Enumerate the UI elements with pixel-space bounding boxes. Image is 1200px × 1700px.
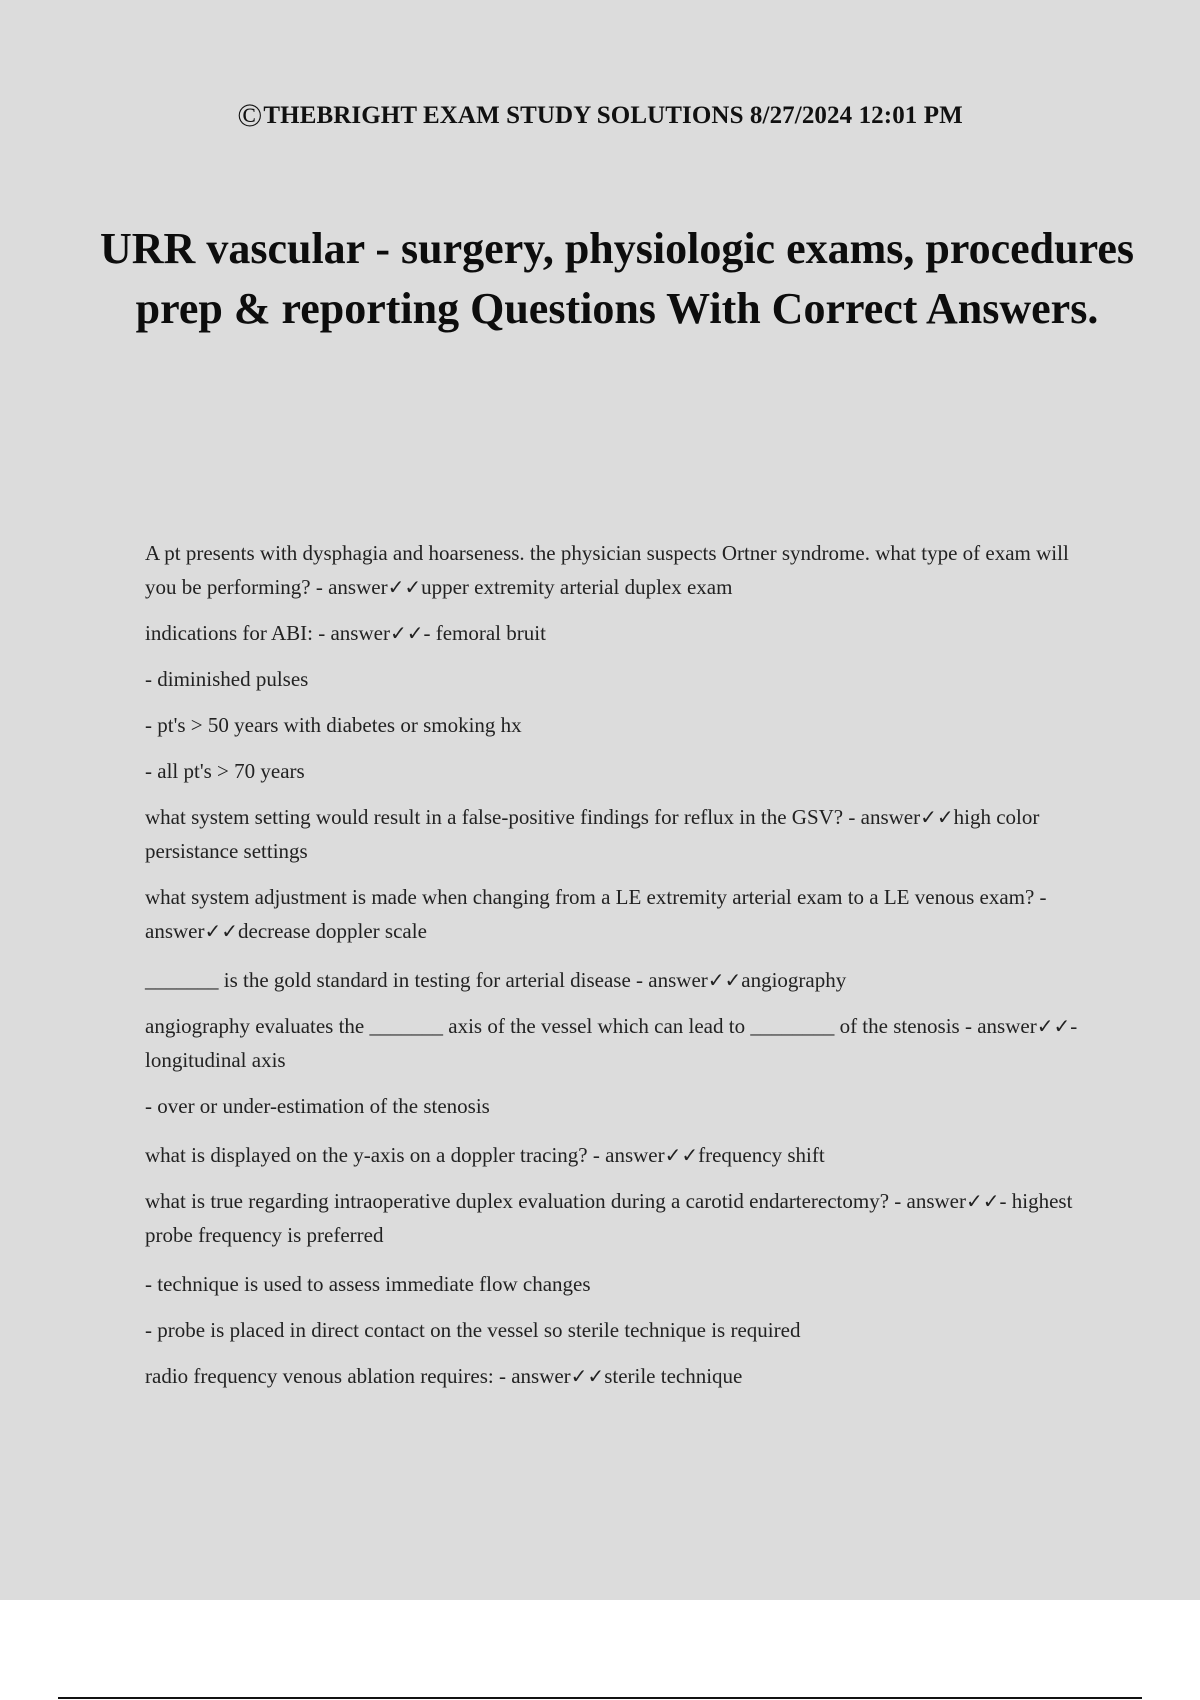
qa-item — [145, 1184, 1095, 1252]
question-text: indications for ABI: - answer — [145, 621, 390, 645]
question-text: radio frequency venous ablation requires: - answer — [145, 1364, 571, 1388]
answer-continuation: - over or under-estimation of the stenosis — [145, 1094, 490, 1118]
answer-text: high color persistance settings — [145, 805, 1040, 863]
answer-continuation: - probe is placed in direct contact on the vessel so sterile technique is required — [145, 1318, 801, 1342]
answer-text: angiography — [741, 968, 847, 992]
answer-text: - highest probe frequency is preferred — [145, 1189, 1073, 1247]
question-text: what is displayed on the y-axis on a doppler tracing? - answer — [145, 1143, 665, 1167]
answer-text: decrease doppler scale — [238, 919, 427, 943]
qa-item — [145, 880, 1095, 948]
question-text: what is true regarding intraoperative duplex evaluation during a carotid endarterectomy? - answer — [145, 1189, 966, 1213]
qa-item — [145, 616, 1095, 650]
page-header — [0, 98, 1200, 135]
question-text: A pt presents with dysphagia and hoarseness. the physician suspects Ortner syndrome. what type of exam will you be performing? - answer — [145, 541, 1069, 599]
question-text: what system adjustment is made when changing from a LE extremity arterial exam to a LE venous exam? - answer — [145, 885, 1047, 943]
answer-text: frequency shift — [698, 1143, 825, 1167]
checkmark-icon: ✓✓ — [204, 919, 238, 943]
answer-continuation: - all pt's > 70 years — [145, 759, 305, 783]
qa-item — [145, 1359, 1095, 1393]
answer-continuation: - pt's > 50 years with diabetes or smoking hx — [145, 713, 522, 737]
checkmark-icon: ✓✓ — [966, 1189, 1000, 1213]
question-text: angiography evaluates the _______ axis of the vessel which can lead to ________ of the stenosis - answer — [145, 1014, 1037, 1038]
qa-item — [145, 536, 1095, 604]
document-title: URR vascular - surgery, physiologic exams, procedures prep & reporting Questions With Correct Answers. — [100, 224, 1134, 333]
checkmark-icon: ✓✓ — [707, 968, 742, 992]
answer-text: upper extremity arterial duplex exam — [421, 575, 733, 599]
checkmark-icon: ✓✓ — [1036, 1014, 1071, 1038]
qa-item — [145, 800, 1095, 868]
checkmark-icon: ✓✓ — [570, 1364, 605, 1388]
answer-text: sterile technique — [604, 1364, 743, 1388]
answer-text: - longitudinal axis — [145, 1014, 1078, 1072]
qa-list — [145, 536, 1095, 1393]
answer-text: - femoral bruit — [423, 621, 546, 645]
checkmark-icon: ✓✓ — [920, 805, 954, 829]
question-text: _______ is the gold standard in testing for arterial disease - answer — [145, 968, 708, 992]
checkmark-icon: ✓✓ — [387, 575, 422, 599]
checkmark-icon: ✓✓ — [664, 1143, 699, 1167]
answer-continuation: - diminished pulses — [145, 667, 309, 691]
question-text: what system setting would result in a false-positive findings for reflux in the GSV? - answer — [145, 805, 921, 829]
bottom-divider — [58, 1697, 1142, 1699]
checkmark-icon: ✓✓ — [389, 621, 424, 645]
qa-item — [145, 963, 1095, 997]
answer-continuation: - technique is used to assess immediate flow changes — [145, 1272, 591, 1296]
qa-item — [145, 1138, 1095, 1172]
copyright-icon: © — [237, 98, 263, 134]
header-text: THEBRIGHT EXAM STUDY SOLUTIONS 8/27/2024 12:01 PM — [263, 102, 963, 129]
qa-item — [145, 1009, 1095, 1077]
